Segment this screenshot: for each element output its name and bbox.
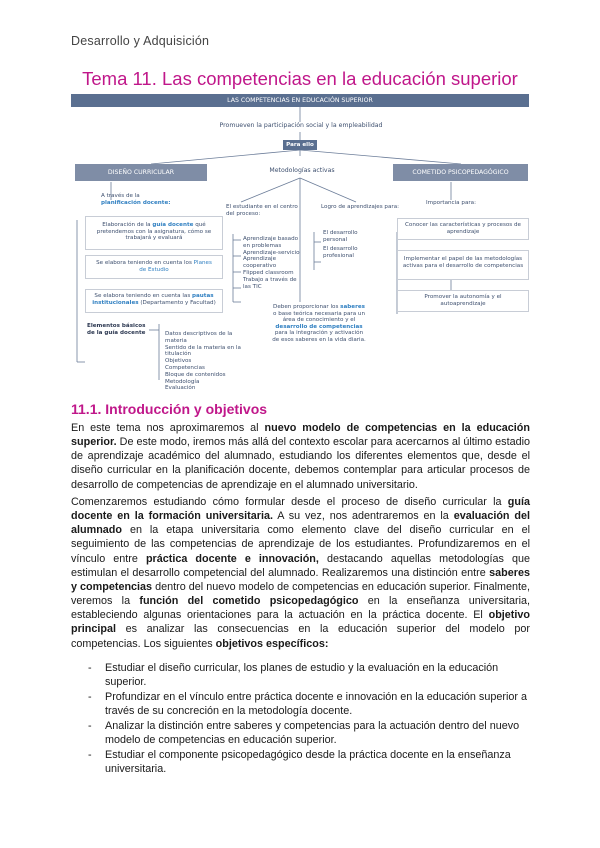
running-header: Desarrollo y Adquisición <box>71 34 210 48</box>
page-title: Tema 11. Las competencias en la educación superior <box>82 68 518 89</box>
elements-label: Elementos básicos de la guía docente <box>87 323 146 336</box>
concept-map <box>71 92 529 392</box>
diagram-top-bar: LAS COMPETENCIAS EN EDUCACIÓN SUPERIOR <box>71 94 529 107</box>
paragraph-2: Comenzaremos estudiando cómo formular desde el proceso de diseño curricular la guía docente en la formación universitaria. A su vez, nos adentraremos en la evaluación del alumnado en la etapa universitaria como elemento clave del diseño curricular en el seguimiento de las competencias de aprendizaje de los estudiantes. Profundizaremos en el vínculo entre práctica docente e innovación, destacando aquellas metodologías que estimulan el desarrollo competencial del alumnado. Realizaremos una distinción entre saberes y competencias dentro del nuevo modelo de competencias en educación superior. Finalmente, veremos la función del cometido psicopedagógico en la enseñanza universitaria, estableciendo algunas orientaciones para la actuación en la práctica docente. El objetivo principal es analizar las consecuencias en la educación superior del modelo por competencias. Los siguientes objetivos específicos: <box>71 496 531 650</box>
methods-list: Aprendizaje basado en problemas Aprendizaje-servicio Aprendizaje cooperativo Flipped classroom Trabajo a través de las TIC <box>243 236 300 290</box>
cometido-bar: COMETIDO PSICOPEDAGÓGICO <box>393 164 528 181</box>
section-heading: 11.1. Introducción y objetivos <box>71 401 268 417</box>
student-center-text: El estudiante en el centro del proceso: <box>226 204 298 217</box>
elements-list: Datos descriptivos de la materia Sentido de la materia en la titulación Objetivos Competencias Bloque de contenidos Metodología Evaluación <box>165 331 241 392</box>
achieve-list: El desarrollo personal El desarrollo profesional <box>323 230 358 259</box>
metodologias-label: Metodologías activas <box>269 167 335 174</box>
right-box-2: Implementar el papel de las metodologías activas para el desarrollo de competencias <box>397 250 529 280</box>
through-text: A través de la planificación docente: <box>101 193 171 206</box>
mid-saberes-box: Deben proporcionar los saberes o base teórica necesaria para un área de conocimiento y el desarrollo de competencias para la integración y activación de esos saberes en la vida diaria. <box>272 304 366 343</box>
achieve-text: Logro de aprendizajes para: <box>321 204 400 210</box>
right-box-3: Promover la autonomía y el autoaprendizaje <box>397 290 529 312</box>
left-box-guia: Elaboración de la guía docente qué pretendemos con la asignatura, cómo se trabajará y evaluará <box>85 216 223 250</box>
left-box-planes: Se elabora teniendo en cuenta los Planes de Estudio <box>85 255 223 279</box>
right-box-1: Conocer las características y procesos de aprendizaje <box>397 218 529 240</box>
diseno-curricular-bar: DISEÑO CURRICULAR <box>75 164 207 181</box>
promote-text: Promueven la participación social y la empleabilidad <box>219 122 383 129</box>
paragraph-1: En este tema nos aproximaremos al nuevo modelo de competencias en la educación superior. De este modo, iremos más allá del contexto escolar para acercarnos al último estadio de aprendizaje académico del alumnado, estudiando los diferentes elementos que, desde el diseño curricular en la planificación docente, debemos contemplar para articular procesos de desarrollo de competencias de aprendizaje en el alumnado universitario. <box>71 422 530 491</box>
left-box-pautas: Se elabora teniendo en cuenta las pautas institucionales (Departamento y Facultad) <box>85 289 223 313</box>
importance-text: Importancia para: <box>426 200 476 206</box>
para-ello-label: Para ello <box>283 140 317 150</box>
